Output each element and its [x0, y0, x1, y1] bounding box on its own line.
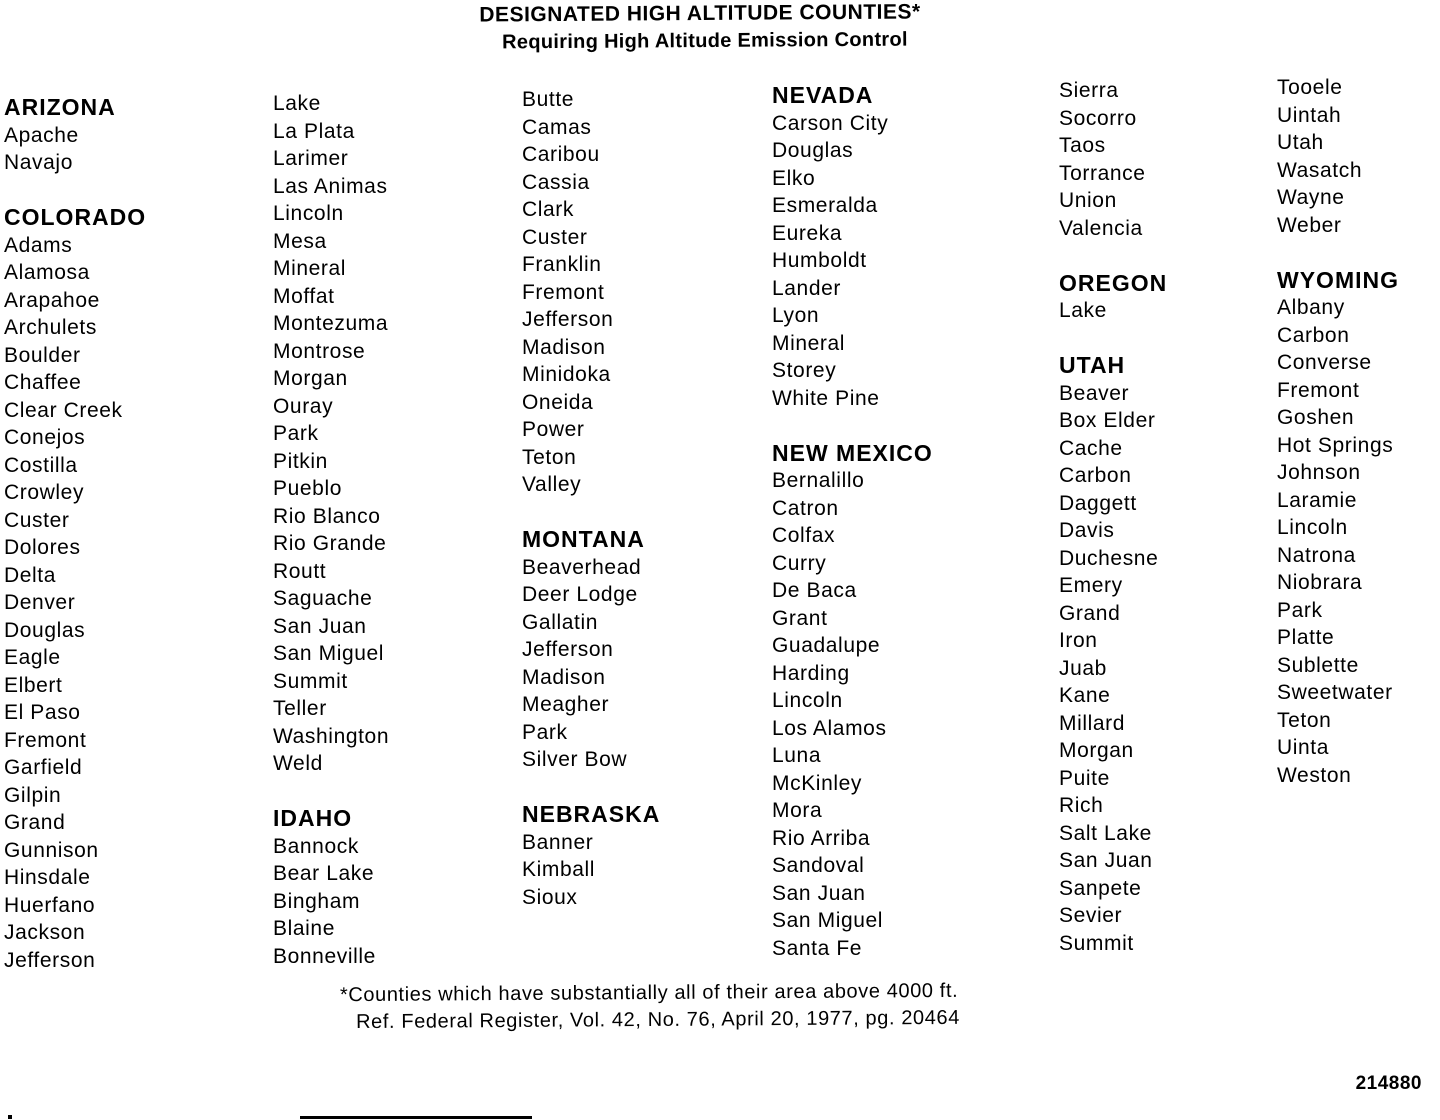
county-name: Mineral [772, 331, 846, 355]
county-name: Franklin [522, 253, 602, 276]
county-column-4 [772, 82, 1002, 962]
county-name: Natrona [1277, 543, 1356, 567]
county-name: Park [522, 720, 568, 744]
county-name: Converse [1277, 351, 1372, 374]
county-name: Weber [1277, 213, 1342, 237]
county-name: Sanpete [1059, 876, 1142, 900]
document-number: 214880 [1355, 1073, 1422, 1094]
county-name: Sweetwater [1277, 681, 1393, 704]
county-name: Millard [1059, 711, 1126, 735]
county-name: Hot Springs [1277, 433, 1394, 457]
county-name: Sublette [1277, 653, 1359, 677]
county-name: Clark [522, 198, 575, 221]
county-name: De Baca [772, 579, 857, 602]
county-name: Sandoval [772, 854, 865, 877]
county-name: Bear Lake [273, 862, 375, 885]
county-name: Adams [4, 233, 73, 257]
county-name: Banner [522, 830, 594, 854]
county-name: Salt Lake [1059, 821, 1152, 845]
county-name: Los Alamos [772, 716, 887, 740]
county-name: Deer Lodge [522, 583, 638, 606]
county-name: San Miguel [273, 642, 385, 665]
county-name: Alamosa [4, 261, 90, 284]
county-name: Weston [1277, 763, 1352, 787]
county-name: Johnson [1277, 461, 1361, 484]
county-name: Hinsdale [4, 866, 91, 889]
county-name: Beaver [1059, 381, 1130, 405]
state-heading: NEW MEXICO [772, 439, 933, 466]
state-group [772, 440, 1002, 963]
county-column-1 [4, 94, 234, 974]
county-column-2 [273, 90, 503, 970]
county-name: Archulets [4, 316, 97, 339]
state-heading: NEBRASKA [522, 801, 661, 827]
state-heading: MONTANA [522, 526, 645, 552]
county-column-5 [1059, 77, 1289, 957]
county-name: Eureka [772, 221, 843, 245]
county-name: Bannock [273, 834, 359, 858]
state-group [4, 94, 234, 177]
county-name: Douglas [4, 618, 86, 642]
county-name: Elbert [4, 673, 63, 697]
county-column-3 [522, 86, 752, 911]
county-name: Goshen [1277, 406, 1355, 429]
footnote-line-2: Ref. Federal Register, Vol. 42, No. 76, April 20, 1977, pg. 20464 [356, 1006, 960, 1034]
county-name: Montrose [273, 339, 366, 363]
county-name: Larimer [273, 147, 349, 170]
county-name: La Plata [273, 119, 355, 143]
county-name: Bonneville [273, 944, 376, 968]
county-name: El Paso [4, 701, 81, 724]
state-heading: ARIZONA [4, 94, 116, 120]
county-name: Cassia [522, 170, 590, 194]
county-name: Madison [522, 665, 606, 689]
county-name: Morgan [273, 367, 348, 390]
county-name: Fremont [4, 728, 87, 752]
state-group [1059, 77, 1289, 242]
state-heading: IDAHO [273, 805, 353, 831]
county-name: Teton [1277, 708, 1332, 732]
county-name: Jackson [4, 921, 86, 944]
county-name: Crowley [4, 481, 85, 504]
county-name: Rio Arriba [772, 826, 871, 850]
footnote-line-1: *Counties which have substantially all of their area above 4000 ft. [339, 979, 959, 1007]
document-subtitle: Requiring High Altitude Emission Control [502, 28, 908, 54]
county-name: Daggett [1059, 491, 1137, 515]
county-name: Boulder [4, 343, 81, 367]
county-name: Socorro [1059, 106, 1137, 130]
county-name: Apache [4, 123, 79, 147]
county-name: Custer [4, 508, 70, 532]
county-name: Valencia [1059, 216, 1143, 240]
county-name: Rio Grande [273, 532, 387, 555]
county-name: Grand [1059, 601, 1121, 625]
county-name: Fremont [1277, 378, 1360, 402]
county-name: Jefferson [4, 948, 96, 972]
county-name: Routt [273, 559, 327, 583]
county-name: Bingham [273, 889, 361, 913]
county-name: Camas [522, 115, 592, 139]
county-name: Jefferson [522, 638, 614, 661]
county-name: Union [1059, 189, 1117, 212]
county-name: Madison [522, 335, 606, 359]
county-name: Mesa [273, 229, 327, 253]
county-name: Clear Creek [4, 398, 123, 422]
county-name: Storey [772, 359, 837, 382]
state-heading: NEVADA [772, 82, 874, 108]
county-name: Curry [772, 551, 827, 575]
county-name: Luna [772, 744, 822, 767]
county-name: Blaine [273, 917, 335, 940]
state-heading: WYOMING [1277, 266, 1399, 293]
state-group [1277, 74, 1440, 239]
scan-mark [8, 1115, 12, 1119]
county-name: Lincoln [1277, 516, 1348, 539]
county-name: Arapahoe [4, 288, 100, 312]
county-name: Denver [4, 591, 76, 614]
county-name: Pueblo [273, 477, 342, 500]
county-name: Santa Fe [772, 936, 863, 960]
county-name: Lake [273, 92, 321, 115]
county-name: Wasatch [1277, 158, 1363, 182]
state-heading: OREGON [1059, 269, 1168, 296]
county-name: Harding [772, 661, 850, 685]
county-name: Kane [1059, 684, 1111, 707]
county-name: Lyon [772, 304, 820, 327]
state-group [273, 805, 503, 970]
county-name: Pitkin [273, 449, 328, 473]
county-name: Morgan [1059, 739, 1134, 762]
county-name: Carson City [772, 111, 889, 135]
county-name: Custer [522, 225, 588, 249]
county-name: Lincoln [273, 202, 344, 225]
county-name: Garfield [4, 756, 83, 779]
county-name: Sevier [1059, 904, 1123, 927]
state-heading: UTAH [1059, 352, 1126, 378]
county-name: Lake [1059, 299, 1107, 322]
county-name: Summit [1059, 931, 1134, 955]
county-name: Weld [273, 752, 323, 775]
county-name: Costilla [4, 453, 78, 477]
county-name: Niobrara [1277, 571, 1363, 594]
county-name: Meagher [522, 693, 610, 716]
county-name: Huerfano [4, 893, 96, 917]
state-group [273, 90, 503, 778]
bottom-rule [300, 1116, 532, 1119]
county-name: Park [273, 422, 319, 445]
county-name: Conejos [4, 426, 86, 449]
county-name: Teton [522, 445, 577, 469]
state-group [4, 204, 234, 974]
footnote [340, 978, 960, 1036]
county-name: San Juan [772, 881, 866, 905]
county-name: Oneida [522, 390, 594, 414]
county-name: Uinta [1277, 736, 1330, 759]
county-column-6 [1277, 74, 1440, 789]
county-name: Box Elder [1059, 409, 1156, 432]
county-name: Platte [1277, 626, 1335, 649]
county-name: Kimball [522, 858, 596, 881]
county-name: Iron [1059, 629, 1098, 652]
county-name: San Juan [273, 614, 367, 638]
county-name: Laramie [1277, 488, 1358, 512]
county-name: Lincoln [772, 689, 843, 712]
county-name: Saguache [273, 587, 373, 610]
county-name: Cache [1059, 436, 1123, 460]
state-group [772, 82, 1002, 412]
document-title: DESIGNATED HIGH ALTITUDE COUNTIES* [479, 0, 921, 27]
county-name: Torrance [1059, 161, 1146, 185]
county-name: Beaverhead [522, 555, 642, 579]
state-group [522, 801, 752, 911]
county-name: Power [522, 418, 585, 441]
state-group [522, 86, 752, 499]
county-name: Sierra [1059, 79, 1119, 102]
state-heading: COLORADO [4, 204, 147, 230]
county-name: Sioux [522, 885, 578, 909]
county-name: Rich [1059, 794, 1104, 817]
county-name: Jefferson [522, 308, 614, 331]
county-name: Fremont [522, 280, 605, 304]
county-name: Moffat [273, 284, 335, 308]
county-name: Teller [273, 697, 327, 720]
county-name: Mora [772, 799, 823, 822]
county-name: Colfax [772, 524, 836, 547]
county-name: Butte [522, 88, 575, 111]
county-name: Duchesne [1059, 546, 1159, 570]
county-name: Albany [1277, 296, 1345, 319]
county-name: Davis [1059, 519, 1115, 542]
county-name: Carbon [1059, 464, 1132, 487]
county-name: San Miguel [772, 909, 884, 932]
state-group [1277, 267, 1440, 790]
county-name: Douglas [772, 139, 854, 162]
county-name: Grant [772, 606, 828, 630]
county-name: Wayne [1277, 186, 1345, 209]
county-name: Silver Bow [522, 748, 628, 771]
county-name: Lander [772, 276, 841, 300]
county-name: Gallatin [522, 610, 599, 634]
state-group [1059, 352, 1289, 957]
county-name: Washington [273, 724, 390, 748]
county-name: Chaffee [4, 371, 82, 394]
county-name: Navajo [4, 151, 73, 174]
county-name: McKinley [772, 771, 862, 795]
county-name: Taos [1059, 134, 1106, 157]
county-name: Mineral [273, 257, 347, 280]
county-name: Bernalillo [772, 469, 865, 492]
county-name: Uintah [1277, 103, 1342, 127]
county-name: Dolores [4, 536, 81, 559]
state-group [1059, 270, 1289, 325]
county-name: Gunnison [4, 838, 99, 862]
county-name: Eagle [4, 646, 61, 669]
county-name: Esmeralda [772, 194, 878, 217]
county-name: White Pine [772, 386, 880, 410]
county-name: Park [1277, 598, 1323, 622]
county-name: Tooele [1277, 76, 1343, 99]
county-name: Carbon [1277, 323, 1350, 347]
county-name: Delta [4, 563, 57, 587]
county-name: Humboldt [772, 249, 867, 272]
county-name: Emery [1059, 574, 1123, 597]
county-name: Elko [772, 166, 816, 190]
county-name: Minidoka [522, 363, 611, 386]
county-name: Rio Blanco [273, 504, 381, 528]
county-name: Catron [772, 496, 839, 520]
county-name: Puite [1059, 766, 1110, 790]
county-name: Gilpin [4, 783, 62, 807]
county-name: Valley [522, 473, 582, 496]
county-name: Utah [1277, 131, 1324, 154]
county-name: Caribou [522, 143, 600, 166]
county-name: San Juan [1059, 849, 1153, 872]
county-name: Guadalupe [772, 634, 881, 657]
county-name: Las Animas [273, 174, 388, 198]
state-group [522, 526, 752, 774]
county-name: Ouray [273, 394, 334, 418]
county-name: Juab [1059, 656, 1107, 680]
county-name: Summit [273, 669, 348, 693]
county-name: Grand [4, 811, 66, 834]
county-name: Montezuma [273, 312, 389, 335]
